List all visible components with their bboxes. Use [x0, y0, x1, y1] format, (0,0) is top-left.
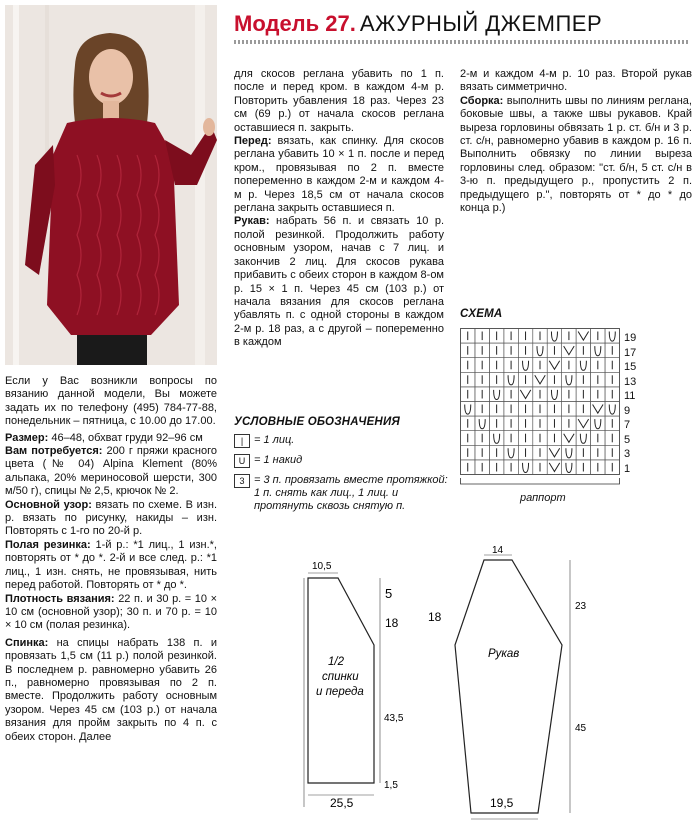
yarn-over-mark [580, 361, 586, 371]
yarn-over-mark [508, 448, 514, 458]
yarn-over-mark [595, 419, 601, 429]
decrease-mark [549, 463, 559, 472]
chart-row-numbers [624, 331, 644, 476]
assembly-text: выполнить швы по линиям реглана, боковые швы, а также швы рукавов. Край выреза горловины обвязать 1 р. ст. б/н и 3 р. ст. с/н, равномерно убавив в каждом р. 16 п. Выполнить обвязку по линии выреза горловины след. образом: "ст. б/н, 5 ст. с/н в 3-ю п. предыдущего р., пропустить 2 п. предыдущего р.", повторять от * до * до конца р.) [460, 94, 692, 215]
row-number: 15 [624, 361, 637, 373]
main-pattern-text: вязать по схеме. В изн. р. вязать по рисунку, накиды – изн. Повторять с 1-го по 20-й р. [5, 498, 217, 538]
knitting-chart [460, 328, 620, 488]
sleeve-outline [455, 560, 562, 813]
yarn-over-mark [537, 346, 543, 356]
gauge-label: Плотность вязания: [5, 592, 115, 605]
materials-text: 200 г пряжи красного цвета (№ 04) Alpina Klement (80% альпака, 20% мериносовой шерсти, 300 м/50 г), спицы № 2,5, крючок № 2. [5, 445, 218, 498]
yarn-over-mark [580, 434, 586, 444]
dim-19-5: 19,5 [490, 796, 514, 810]
legend-item-text: = 1 накид [254, 454, 303, 466]
size-text: 46–48, обхват груди 92–96 см [51, 431, 203, 444]
right-para-1: 2-м и каждом 4-м р. 10 раз. Второй рукав вязать симметрично. [460, 68, 692, 94]
yarn-over-mark [523, 361, 529, 371]
back-text: на спицы набрать 138 п. и провязать 1,5 см (11 р.) полой резинкой. В последнем р. равномерно убавить 26 п., равномерно провязывая по 2 п. вместе. Продолжить работу основным узором. Через 45 см (103 р.) от начала вязания для пройм закрыть по 4 п. с обеих сторон. Далее [5, 636, 217, 743]
legend-item [234, 454, 449, 468]
body-label-fraction: 1/2 [328, 656, 344, 668]
dim-5: 5 [385, 586, 393, 601]
dim-18-body: 18 [385, 616, 399, 630]
model-number: Модель 27. [234, 11, 356, 36]
row-number: 7 [624, 419, 631, 431]
dim-43-5: 43,5 [384, 713, 404, 724]
model-name: АЖУРНЫЙ ДЖЕМПЕР [359, 11, 603, 36]
legend [234, 416, 449, 513]
yarn-over-mark [609, 405, 615, 415]
pattern-diagram [300, 545, 695, 831]
assembly-label: Сборка: [460, 94, 504, 107]
decrease-mark [549, 448, 559, 457]
materials-label: Вам потребуется: [5, 445, 103, 458]
decrease-mark [593, 405, 603, 414]
yarn-over-mark [523, 463, 529, 473]
scheme-title: СХЕМА [460, 308, 503, 320]
decrease-mark [564, 434, 574, 443]
model-photo [5, 5, 217, 365]
rib-text: 1-й р.: *1 лиц., 1 изн.*, повторять от * до *. 2-й и все след. р.: *1 лиц., 1 изн. снять, не провязывая, нить перед работой. Повторять от * до *. [5, 538, 217, 592]
page-title [234, 10, 602, 38]
row-number: 3 [624, 448, 631, 460]
sleeve-label: Рукав [488, 648, 520, 660]
left-column [5, 375, 217, 744]
yarn-over-icon: U [234, 454, 250, 468]
row-number: 1 [624, 462, 631, 475]
yarn-over-mark [465, 405, 471, 415]
legend-item-text: = 1 лиц. [254, 434, 295, 446]
three-together-icon: 3 [234, 474, 250, 488]
row-number: 11 [624, 390, 636, 402]
yarn-over-mark [566, 463, 572, 473]
yarn-over-mark [551, 390, 557, 400]
right-column [460, 68, 692, 215]
body-label-front: и переда [316, 686, 364, 698]
title-divider [234, 40, 690, 44]
row-number: 17 [624, 346, 637, 359]
dim-18-sleeve: 18 [428, 610, 442, 624]
rib-label: Полая резинка: [5, 538, 91, 551]
middle-para-1: для скосов реглана убавить по 1 п. после и перед кром. в каждом 4-м р. Повторить убавления 18 раз. Через 23 см (69 р.) от начала скосов реглана оставшиеся п. закрыть. [234, 68, 444, 134]
middle-column [234, 68, 444, 350]
yarn-over-mark [566, 448, 572, 458]
yarn-over-mark [609, 332, 615, 342]
rapport-label: раппорт [520, 492, 566, 504]
decrease-mark [578, 419, 588, 428]
dim-10-5: 10,5 [312, 561, 332, 572]
decrease-mark [578, 332, 588, 341]
legend-item-text: = 3 п. провязать вместе протяжкой: 1 п. снять как лиц., 1 лиц. и протянуть сквозь снятую п. [254, 474, 448, 512]
front-text: вязать, как спинку. Для скосов реглана убавить 10 × 1 п. после и перед кром., провязывая по 2 п. вместе попеременно в каждом 2-м и каждом 4-м р. Через 18,5 см от начала скосов реглана закрыть оставшиеся п. [234, 135, 444, 215]
row-number: 19 [624, 332, 637, 344]
decrease-mark [520, 390, 530, 399]
yarn-over-mark [494, 390, 500, 400]
main-pattern-label: Основной узор: [5, 498, 92, 511]
yarn-over-mark [508, 375, 514, 385]
row-number: 13 [624, 375, 637, 388]
decrease-mark [549, 361, 559, 370]
knitting-chart-grid [460, 328, 620, 488]
decrease-mark [535, 375, 545, 384]
yarn-over-mark [566, 375, 572, 385]
dim-14: 14 [492, 545, 504, 556]
row-number: 9 [624, 404, 631, 417]
dim-45: 45 [575, 723, 587, 734]
model-photo-illustration [5, 5, 217, 365]
row-number: 5 [624, 433, 631, 446]
gauge-text: 22 п. и 30 р. = 10 × 10 см (основной узор); 30 п. и 70 р. = 10 × 10 см (полая резинка). [5, 592, 218, 632]
yarn-over-mark [494, 434, 500, 444]
back-label: Спинка: [5, 636, 49, 649]
dim-25-5: 25,5 [330, 796, 354, 810]
sleeve-text: набрать 56 п. и связать 10 р. полой резинкой. Продолжить работу основным узором, начав с 7 лиц. и закончив 2 лиц. Для скосов рукава прибавить с обеих сторон в каждом 8-ом р. 15 × 1 п. Через 45 см (103 р.) от начала вязания для скосов реглана убавлять п. с одной стороны в каждом 2-м р. 18 раз, а с другой – попеременно в каждом [234, 215, 444, 349]
size-label: Размер: [5, 431, 49, 444]
dim-23: 23 [575, 601, 587, 612]
intro-text: Если у Вас возникли вопросы по вязанию данной модели, Вы можете задать их по телефону (495) 784-77-88, понедельник – пятница, с 10.00 до 17.00. [5, 375, 217, 428]
decrease-mark [564, 346, 574, 355]
body-label-back: спинки [322, 671, 359, 683]
sleeve-label: Рукав: [234, 215, 270, 228]
knit-stitch-icon: | [234, 434, 250, 448]
front-label: Перед: [234, 135, 272, 148]
legend-item [234, 474, 449, 513]
yarn-over-mark [479, 419, 485, 429]
yarn-over-mark [551, 332, 557, 342]
yarn-over-mark [595, 346, 601, 356]
dim-1-5: 1,5 [384, 780, 398, 791]
legend-item [234, 434, 449, 448]
legend-title: УСЛОВНЫЕ ОБОЗНАЧЕНИЯ [234, 416, 400, 428]
